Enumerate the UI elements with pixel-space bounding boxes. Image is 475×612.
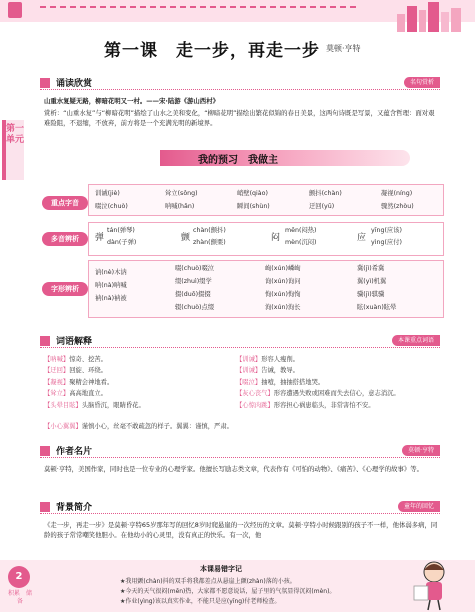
dy-char-1: 颤 (181, 233, 191, 243)
dy-a-0: tán(弹琴) (107, 227, 135, 234)
section-label: 词语解释 (56, 337, 93, 347)
xj-c4-0: 冀(jì)希冀 (357, 265, 385, 272)
vocab-item: 【灰心丧气】形容遭遇失败或困难而失去信心，意志消沉。 (236, 390, 400, 398)
zy-r0-c1: 耸立(sǒng) (165, 190, 198, 197)
pronunciation-grid (88, 184, 444, 216)
banner-text: 我的预习 我做主 (198, 155, 278, 166)
dy-a-1: chàn(颤抖) (193, 227, 226, 234)
section-header-vocabulary (40, 334, 440, 348)
dy-a-2: mēn(闷热) (285, 227, 317, 234)
lesson-header (0, 36, 475, 62)
corner-block (8, 2, 22, 18)
vocab-item: 【凝视】聚精会神地看。 (44, 378, 114, 386)
polyphone-grid (88, 222, 444, 256)
section-marker (40, 502, 50, 512)
section-tag: 本课重点词语 (392, 335, 440, 346)
left-sidebar (0, 110, 26, 580)
footer-line-2: ★今天的天气很闷(mēn)热，大家都不愿意说话，屋子里的气氛显得沉闷(mèn)。 (120, 588, 336, 595)
footer-title: 本课易错字记 (200, 565, 242, 573)
section-label: 背景简介 (56, 503, 93, 513)
dy-char-3: 应 (357, 233, 367, 243)
dy-a-3: yīng(应该) (371, 227, 402, 234)
dy-char-2: 闷 (271, 233, 281, 243)
xj-c1-0: 讷(nè)木讷 (95, 269, 127, 276)
unit-label: 第一单元 (2, 120, 24, 180)
footer-box (0, 560, 475, 612)
vocab-item: 【耸立】高高地直立。 (44, 390, 107, 398)
quote-analysis: 赏析：“山重水复”与“柳暗花明”描绘了山水之美和变化，“柳暗花明”描绘出繁花似锦的春日美景，这两句诗既是写景，又蕴含哲理：面对艰难险阻，不退缩，不放弃，前方将是一个充满光明的新境界。 (44, 109, 435, 127)
vocab-item: 【头晕目眩】头脑昏沉，眼睛昏花。 (44, 401, 145, 409)
dy-b-1: zhàn(颤栗) (193, 239, 226, 246)
section-header-author (40, 444, 440, 458)
pronunciation-label: 重点字音 (42, 196, 88, 210)
vocab-item: 【迂回】回旋、环绕。 (44, 367, 107, 375)
zy-r0-c2: 峭壁(qiào) (237, 190, 268, 197)
section-label: 诵读欣赏 (56, 79, 93, 89)
footer-line-3: ★作业(yìng)该以真实作业，不能只是应(yīng)付老师检查。 (120, 598, 281, 605)
xj-c3-1: 询(xún)询问 (265, 278, 301, 285)
xj-c3-2: 恂(xún)恂恂 (265, 291, 301, 298)
background-text: 《走一步，再走一步》是莫顿·亨特65岁那年写的回忆8岁时爬悬崖的一次经历的文章。莫顿·亨特小时候跟别的孩子不一样，他体弱多病，同龄的孩子常常嘲笑他胆小。在他幼小的心灵里，没有真正的快乐。有一次，他 (44, 521, 438, 539)
zy-r1-c2: 瞬间(shùn) (237, 203, 270, 210)
dy-char-0: 弹 (95, 233, 105, 243)
footer-line-1: ★我用颤(chàn)抖的双手将我都差点从悬崖上颤(zhàn)落的小孩。 (120, 578, 296, 585)
xj-c2-0: 啜(chuò)啜泣 (175, 265, 215, 272)
dy-b-3: yìng(应付) (371, 239, 402, 246)
xj-c1-2: 衲(nà)衲被 (95, 295, 127, 302)
xj-c4-3: 眩(xuàn)眩晕 (357, 304, 397, 311)
zy-r1-c3: 迂回(yū) (309, 203, 335, 210)
section-marker (40, 78, 50, 88)
zy-r0-c3: 颤抖(chàn) (309, 190, 342, 197)
footer-side-label: 积累 储备 (7, 590, 32, 605)
zy-r0-c0: 训诫(jiè) (95, 190, 120, 197)
vocab-right-column (236, 354, 446, 411)
xj-c4-1: 翼(yì)机翼 (357, 278, 387, 285)
page-number: 2 (8, 566, 30, 588)
girl-cartoon-icon (408, 556, 460, 612)
vocab-left-column (44, 354, 234, 411)
section-marker (40, 446, 50, 456)
section-label: 作者名片 (56, 447, 93, 457)
zy-r1-c4: 骤然(zhòu) (381, 203, 414, 210)
section-tag: 童年的回忆 (398, 501, 440, 512)
section-marker (40, 336, 50, 346)
vocab-item: 【呐喊】惊奇、挖苦。 (44, 356, 107, 363)
xj-c2-3: 辍(chuò)点缀 (175, 304, 215, 311)
xj-c4-2: 骥(jì)骐骥 (357, 291, 385, 298)
dashed-stripe (40, 6, 360, 8)
preview-banner (160, 146, 410, 170)
city-skyline-icon (395, 0, 465, 32)
section-tag: 名句赏析 (404, 77, 440, 88)
xj-c1-1: 呐(nà)呐喊 (95, 282, 127, 289)
vocab-item: 【心惊肉跳】形容担心祸患临头，非常害怕不安。 (236, 401, 375, 409)
dy-b-2: mèn(沉闷) (285, 239, 317, 246)
famous-quote: 山重水复疑无路，柳暗花明又一村。——宋·陆游《游山西村》 (44, 97, 219, 105)
dy-b-0: dàn(子弹) (107, 239, 137, 246)
lesson-title: 第一课 走一步，再走一步 (104, 41, 320, 61)
section-header-reading (40, 76, 440, 90)
vocab-item: 【训诫】告诫，教导。 (236, 367, 299, 375)
section-header-background (40, 500, 440, 514)
author-bio: 莫顿·亨特，美国作家，同时也是一位专业的心理学家。他擅长写励志类文章，代表作有《可怕的动物》、《痛苦》、《心理学的故事》等。 (44, 465, 424, 473)
vocab-full-item: 【小心翼翼】谨慎小心，丝毫不敢疏忽的样子。翼翼：谨慎，严肃。 (44, 423, 233, 430)
zy-r1-c0: 啜泣(chuò) (95, 203, 128, 210)
lesson-author: 莫顿·亨特 (326, 44, 361, 53)
section-tag: 莫顿·亨特 (402, 445, 440, 456)
zy-r0-c4: 凝视(níng) (381, 190, 413, 197)
character-form-grid (88, 260, 444, 318)
vocab-item: 【啜泣】抽噎，抽抽搭搭地哭。 (236, 378, 325, 386)
xj-c3-0: 峋(xún)嶙峋 (265, 265, 301, 272)
xj-c2-2: 掇(duō)掇掇 (175, 291, 211, 298)
zy-r1-c1: 呐喊(hǎn) (165, 203, 195, 210)
polyphone-label: 多音辨析 (42, 232, 88, 246)
vocab-item: 【训诫】形容人瘦削。 (236, 356, 299, 363)
xj-c3-3: 洵(xún)洵长 (265, 304, 301, 311)
character-form-label: 字形辨析 (42, 282, 88, 296)
xj-c2-1: 缀(zhuì)缀学 (175, 278, 212, 285)
